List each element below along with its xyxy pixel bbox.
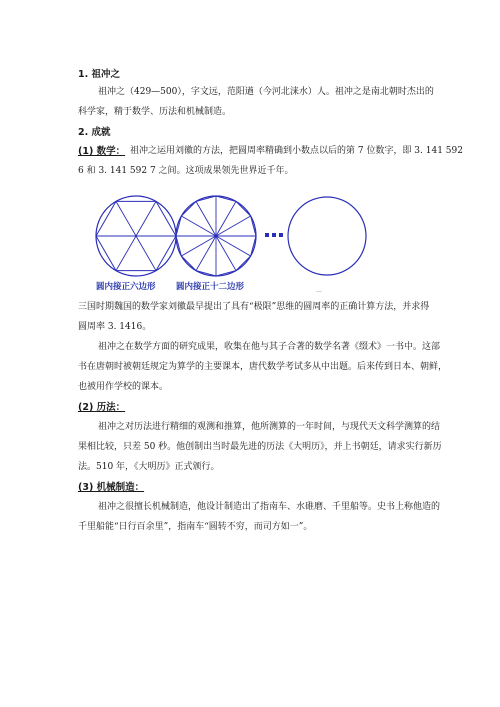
dodecagon-circle-diagram xyxy=(176,196,256,276)
circle-dot-mark: … xyxy=(316,287,322,294)
calendar-line-3: 法。510 年，《大明历》正式颁行。 xyxy=(78,462,220,472)
hexagon-circle-diagram xyxy=(96,196,176,276)
calendar-line-1: 祖冲之对历法进行精细的观测和推算，他所测算的一年时间，与现代天文科学测算的结 xyxy=(98,422,441,432)
spoke-line xyxy=(136,236,156,271)
math-line-1: 祖冲之运用刘徽的方法，把圆周率精确到小数点以后的第 7 位数字，即 3. 141 592 xyxy=(130,146,463,156)
math-line-2: 6 和 3. 141 592 7 之间。这项成果领先世界近千年。 xyxy=(78,166,294,176)
spoke-line xyxy=(181,236,216,256)
limit-circle-diagram xyxy=(288,197,366,275)
spoke-line xyxy=(116,201,136,236)
spoke-line xyxy=(216,236,251,256)
spoke-line xyxy=(136,201,156,236)
zhuishu-line-1: 祖冲之在数学方面的研究成果，收集在他与其子合著的数学名著《缀术》一书中。这部 xyxy=(98,342,441,352)
calendar-line-2: 果相比较，只差 50 秒。他创制出当时最先进的历法《大明历》，并上书朝廷，请求实行新历 xyxy=(78,442,442,452)
section-title-zuchongzhi: 1. 祖冲之 xyxy=(78,69,121,80)
mechanics-line-2: 千里船能“日行百余里”，指南车“圆转不穷，而司方如一”。 xyxy=(78,522,313,532)
liuhui-line-2: 圆周率 3. 1416。 xyxy=(78,322,152,332)
section-title-achievements: 2. 成就 xyxy=(78,127,111,138)
liuhui-line-1: 三国时期魏国的数学家刘徽最早提出了具有“极限”思维的圆周率的正确计算方法，并求得 xyxy=(78,302,430,312)
ellipsis-dots xyxy=(265,233,283,237)
spoke-line xyxy=(216,216,251,236)
spoke-line xyxy=(196,236,216,271)
zhuishu-line-2: 书在唐朝时被朝廷规定为算学的主要课本，唐代数学考试多从中出题。后来传到日本、朝鲜， xyxy=(78,362,448,372)
spoke-line xyxy=(216,236,236,271)
spoke-line xyxy=(116,236,136,271)
math-heading: (1) 数学： xyxy=(78,146,126,157)
mechanics-heading: (3) 机械制造： xyxy=(78,482,145,493)
spoke-line xyxy=(196,201,216,236)
calendar-heading: (2) 历法： xyxy=(78,402,126,413)
caption-dodecagon: 圆内接正十二边形 xyxy=(176,282,245,292)
bio-line-1: 祖冲之（429—500），字文远，范阳遒（今河北涞水）人。祖冲之是南北朝时杰出的 xyxy=(98,87,434,97)
mechanics-line-1: 祖冲之很擅长机械制造，他设计制造出了指南车、水碓磨、千里船等。史书上称他造的 xyxy=(98,502,441,512)
bio-line-2: 科学家，精于数学、历法和机械制造。 xyxy=(78,107,232,117)
spoke-line xyxy=(216,201,236,236)
caption-hexagon: 圆内接正六边形 xyxy=(96,282,156,292)
spoke-line xyxy=(181,216,216,236)
zhuishu-line-3: 也被用作学校的课本。 xyxy=(78,382,169,392)
